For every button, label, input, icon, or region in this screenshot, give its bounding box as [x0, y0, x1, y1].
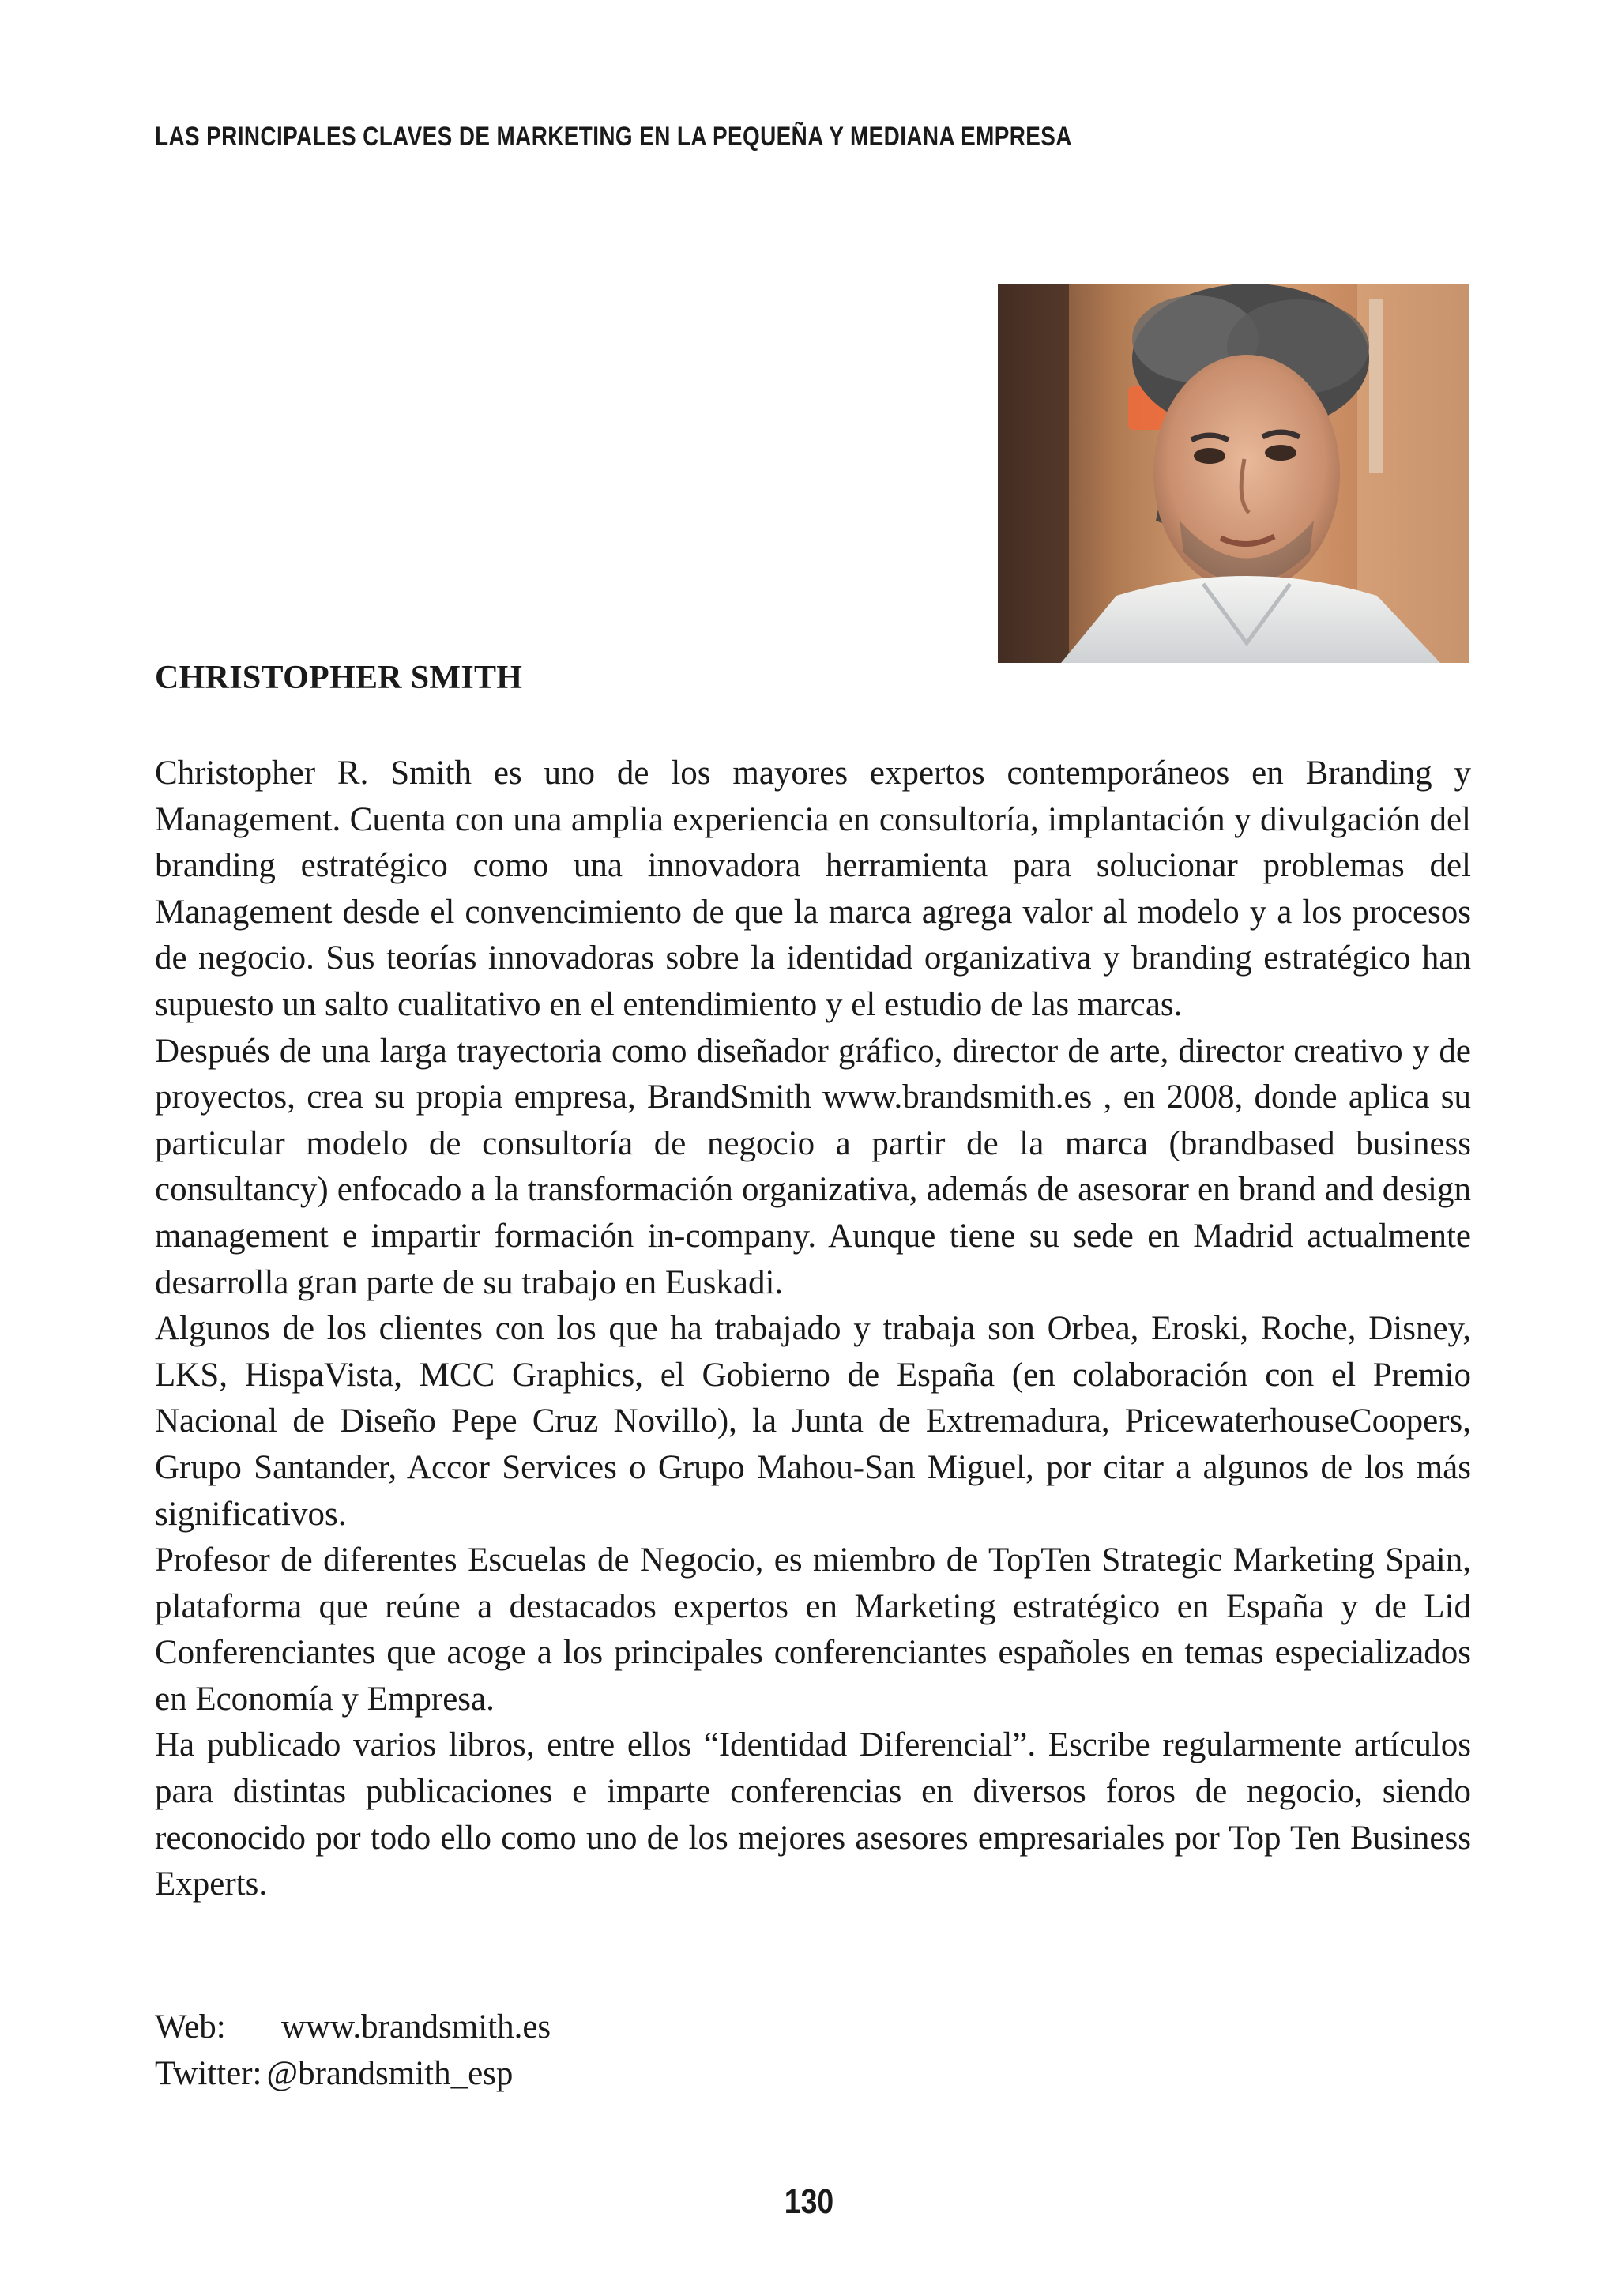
bio-paragraph: Ha publicado varios libros, entre ellos “Identidad Diferencial”. Escribe regularmente artículos para distintas publicaciones e imparte conferencias en diversos foros de negocio, siendo reconocido por todo ello como uno de los mejores asesores empresariales por Top Ten Business Experts. [155, 1726, 1471, 1903]
contact-info [155, 2004, 551, 2097]
author-biography [155, 751, 1471, 1908]
twitter-label: Twitter: [155, 2055, 262, 2092]
web-label: Web: [155, 2008, 226, 2046]
web-link[interactable]: www.brandsmith.es [281, 2008, 551, 2046]
bio-paragraph: Profesor de diferentes Escuelas de Negocio, es miembro de TopTen Strategic Marketing Spain, plataforma que reúne a destacados expertos en Marketing estratégico en España y de Lid Conferenciantes que acoge a los principales conferenciantes españoles en temas especializados en Economía y Empresa. [155, 1541, 1471, 1718]
twitter-handle[interactable]: @brandsmith_esp [266, 2055, 514, 2092]
running-header: LAS PRINCIPALES CLAVES DE MARKETING EN LA PEQUEÑA Y MEDIANA EMPRESA [155, 122, 1072, 152]
author-photo [998, 284, 1469, 663]
author-name: CHRISTOPHER SMITH [155, 660, 523, 696]
contact-web-row [155, 2004, 551, 2050]
bio-paragraph: Christopher R. Smith es uno de los mayores expertos contemporáneos en Branding y Management. Cuenta con una amplia experiencia en consultoría, implantación y divulgación del branding estratégico como una innovadora herramienta para solucionar problemas del Management desde el convencimiento de que la marca agrega valor al modelo y a los procesos de negocio. Sus teorías innovadoras sobre la identidad organizativa y branding estratégico han supuesto un salto cualitativo en el entendimiento y el estudio de las marcas. [155, 755, 1471, 1023]
bio-paragraph: Algunos de los clientes con los que ha trabajado y trabaja son Orbea, Eroski, Roche, Disney, LKS, HispaVista, MCC Graphics, el Gobierno de España (en colaboración con el Premio Nacional de Diseño Pepe Cruz Novillo), la Junta de Extremadura, PricewaterhouseCoopers, Grupo Santander, Accor Services o Grupo Mahou-San Miguel, por citar a algunos de los más significativos. [155, 1310, 1471, 1533]
contact-twitter-row [155, 2050, 551, 2097]
bio-paragraph: Después de una larga trayectoria como diseñador gráfico, director de arte, director creativo y de proyectos, crea su propia empresa, BrandSmith www.brandsmith.es , en 2008, donde aplica su particular modelo de consultoría de negocio a partir de la marca (brandbased business consultancy) enfocado a la transformación organizativa, además de asesorar en brand and design management e impartir formación in-company. Aunque tiene su sede en Madrid actualmente desarrolla gran parte de su trabajo en Euskadi. [155, 1032, 1471, 1301]
page-number: 130 [784, 2182, 834, 2221]
